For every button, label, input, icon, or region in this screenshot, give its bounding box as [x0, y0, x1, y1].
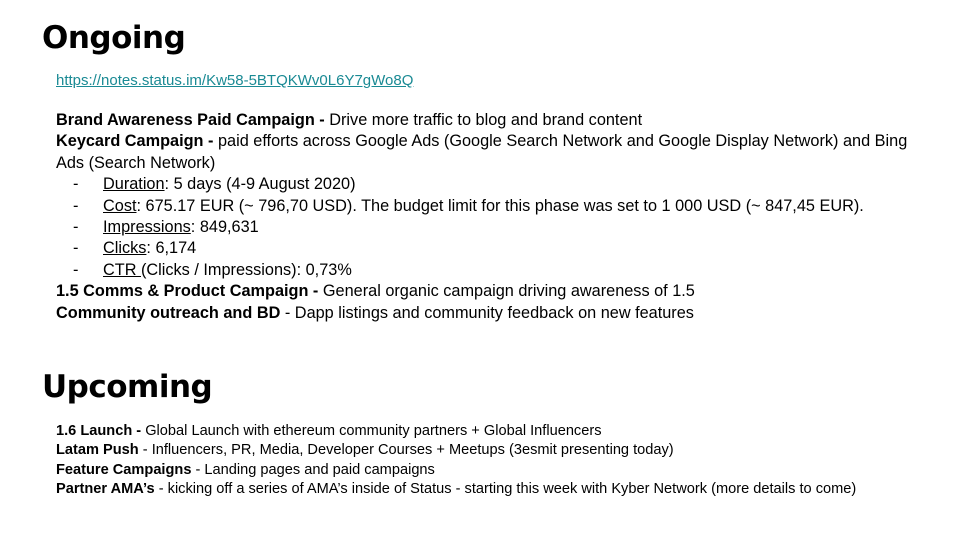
upcoming-item-ama	[56, 480, 936, 499]
bullet-text: : 5 days (4-9 August 2020)	[164, 175, 356, 194]
upcoming-item-text: - Landing pages and paid campaigns	[191, 461, 435, 478]
keycard-label: Keycard Campaign -	[56, 132, 214, 151]
bullet-dash: -	[73, 218, 79, 237]
upcoming-item-feature	[56, 461, 936, 480]
upcoming-item-latam	[56, 441, 936, 460]
bullet-key: Impressions	[103, 218, 191, 237]
keycard-text: paid efforts across Google Ads (Google Search Network and Google Display Network) and Bing Ads (Search Network)	[56, 132, 908, 172]
upcoming-item-label: Latam Push	[56, 442, 139, 459]
comms-text: General organic campaign driving awareness of 1.5	[318, 282, 695, 301]
bullet-dash: -	[73, 239, 79, 258]
bullet-dash: -	[73, 196, 79, 215]
bullet-cost	[56, 196, 936, 217]
bullet-text: : 849,631	[190, 218, 259, 237]
bullet-clicks	[56, 238, 936, 259]
keycard-item	[56, 131, 936, 174]
notes-link[interactable]: https://notes.status.im/Kw58-5BTQKWv0L6Y7gWo8Q	[56, 72, 414, 89]
bullet-text: : 675.17 EUR (~ 796,70 USD). The budget limit for this phase was set to 1 000 USD (~ 847,45 EUR).	[136, 196, 864, 215]
ongoing-heading: Ongoing	[42, 20, 186, 56]
community-text: - Dapp listings and community feedback on new features	[280, 303, 694, 322]
ongoing-content	[56, 110, 936, 324]
brand-awareness-item	[56, 110, 936, 131]
upcoming-item-label: Feature Campaigns	[56, 461, 192, 478]
upcoming-item-text: - Influencers, PR, Media, Developer Courses + Meetups (3esmit presenting today)	[138, 442, 674, 459]
brand-awareness-label: Brand Awareness Paid Campaign -	[56, 111, 325, 129]
bullet-dash: -	[73, 175, 79, 194]
upcoming-item-label: 1.6 Launch -	[56, 423, 142, 439]
bullet-impressions	[56, 217, 936, 238]
upcoming-item-text: - kicking off a series of AMA’s inside of Status - starting this week with Kyber Network (more details to come)	[154, 480, 857, 497]
bullet-text: : 6,174	[146, 239, 197, 258]
upcoming-content	[56, 422, 936, 499]
bullet-key: Duration	[103, 175, 165, 194]
bullet-text: (Clicks / Impressions): 0,73%	[140, 260, 352, 279]
comms-label: 1.5 Comms & Product Campaign -	[56, 282, 319, 301]
upcoming-heading: Upcoming	[42, 369, 213, 405]
upcoming-item-label: Partner AMA’s	[56, 480, 155, 497]
bullet-dash: -	[73, 260, 79, 279]
bullet-key: Cost	[103, 196, 137, 215]
comms-item	[56, 281, 936, 302]
community-label: Community outreach and BD	[56, 303, 281, 322]
bullet-key: Clicks	[103, 239, 147, 258]
upcoming-item-text: Global Launch with ethereum community partners + Global Influencers	[141, 423, 602, 439]
community-item	[56, 303, 936, 324]
bullet-ctr	[56, 260, 936, 281]
upcoming-item-launch	[56, 422, 936, 441]
brand-awareness-text: Drive more traffic to blog and brand content	[324, 111, 643, 129]
bullet-key: CTR	[103, 260, 141, 279]
bullet-duration	[56, 174, 936, 195]
